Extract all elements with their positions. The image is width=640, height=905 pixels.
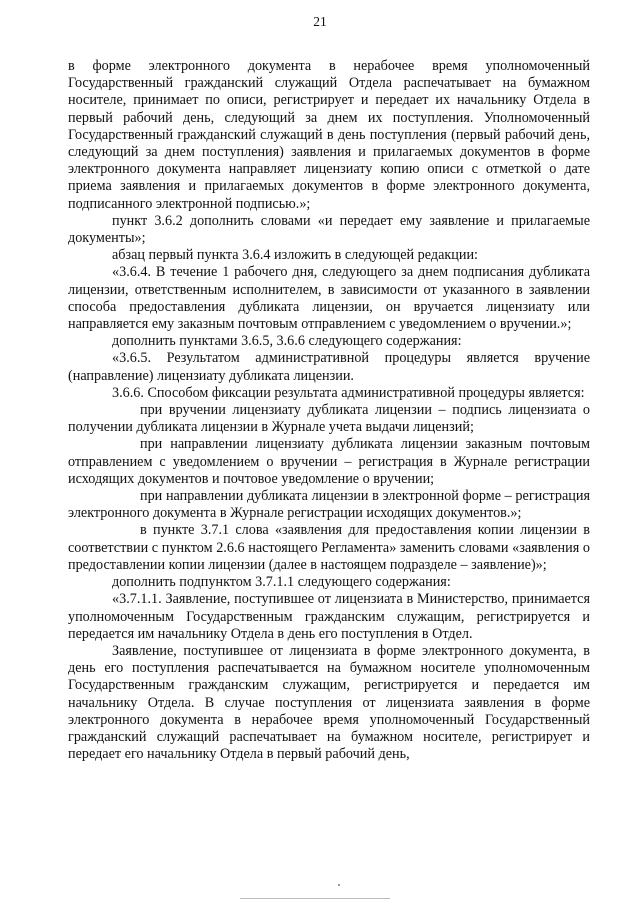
scan-speck (338, 884, 340, 886)
paragraph-item-3-6-4: «3.6.4. В течение 1 рабочего дня, следующего за днем подписания дубликата лицензии, ответственным исполнителем, в зависимости от указанного в заявлении способа предоставления дубликата лицензии, он вручается лицензиату или направляется ему заказным почтовым отправлением с уведомлением о вручении.»; (68, 264, 590, 333)
page-number: 21 (313, 14, 327, 29)
paragraph-continuation: в форме электронного документа в нерабочее время уполномоченный Государственный гражданский служащий Отдела распечатывает на бумажном носителе, принимает по описи, регистрирует и передает их начальнику Отдела в первый рабочий день, следующий за днем их поступления. Уполномоченный Государственный гражданский служащий в день поступления (первый рабочий день, следующий за днем поступления) заявления и прилагаемых документов в форме электронного документа направляет лицензиату копию описи с отметкой о дате приема заявления и прилагаемых документов в форме электронного документа, подписанного электронной подписью.»; (68, 58, 590, 212)
paragraph-item-3-6-6: 3.6.6. Способом фиксации результата административной процедуры является: (112, 384, 585, 401)
paragraph-mail-option: при направлении лицензиату дубликата лицензии заказным почтовым отправлением с уведомлением о вручении – регистрация в Журнале регистрации исходящих документов и почтовое уведомление о вручении; (68, 436, 590, 487)
paragraph-items-3-6-5-3-6-6-intro: дополнить пунктами 3.6.5, 3.6.6 следующего содержания: (112, 333, 462, 350)
paragraph-item-3-6-2: пункт 3.6.2 дополнить словами «и передает ему заявление и прилагаемые документы»; (68, 212, 590, 247)
paragraph-item-3-7-1-1: «3.7.1.1. Заявление, поступившее от лицензиата в Министерство, принимается уполномоченным Государственным гражданским служащим, регистрируется и передается им начальнику Отдела в день его поступления в Отдел. (68, 591, 590, 642)
paragraph-item-3-7-1: в пункте 3.7.1 слова «заявления для предоставления копии лицензии в соответствии с пунктом 2.6.6 настоящего Регламента» заменить словами «заявления о предоставлении копии лицензии (далее в настоящем подразделе – заявление)»; (68, 522, 590, 573)
scan-edge-line (240, 898, 390, 899)
paragraph-handover-option: при вручении лицензиату дубликата лицензии – подпись лицензиата о получении дубликата лицензии в Журнале учета выдачи лицензий; (68, 402, 590, 436)
paragraph-electronic-option: при направлении дубликата лицензии в электронной форме – регистрация электронного документа в Журнале регистрации исходящих документов.»; (68, 488, 590, 522)
paragraph-item-3-6-4-intro: абзац первый пункта 3.6.4 изложить в следующей редакции: (112, 247, 478, 264)
paragraph-item-3-7-1-1-intro: дополнить подпунктом 3.7.1.1 следующего содержания: (112, 574, 451, 591)
document-body (68, 58, 590, 763)
paragraph-item-3-6-5: «3.6.5. Результатом административной процедуры является вручение (направление) лицензиату дубликата лицензии. (68, 350, 590, 384)
paragraph-electronic-application: Заявление, поступившее от лицензиата в форме электронного документа, в день его поступления распечатывается на бумажном носителе уполномоченным Государственным гражданским служащим, регистрируется и передается им начальнику Отдела. В случае поступления от лицензиата заявления в форме электронного документа в нерабочее время уполномоченный Государственный гражданский служащий распечатывает на бумажном носителе, регистрирует и передает его начальнику Отдела в первый рабочий день, (68, 642, 590, 763)
